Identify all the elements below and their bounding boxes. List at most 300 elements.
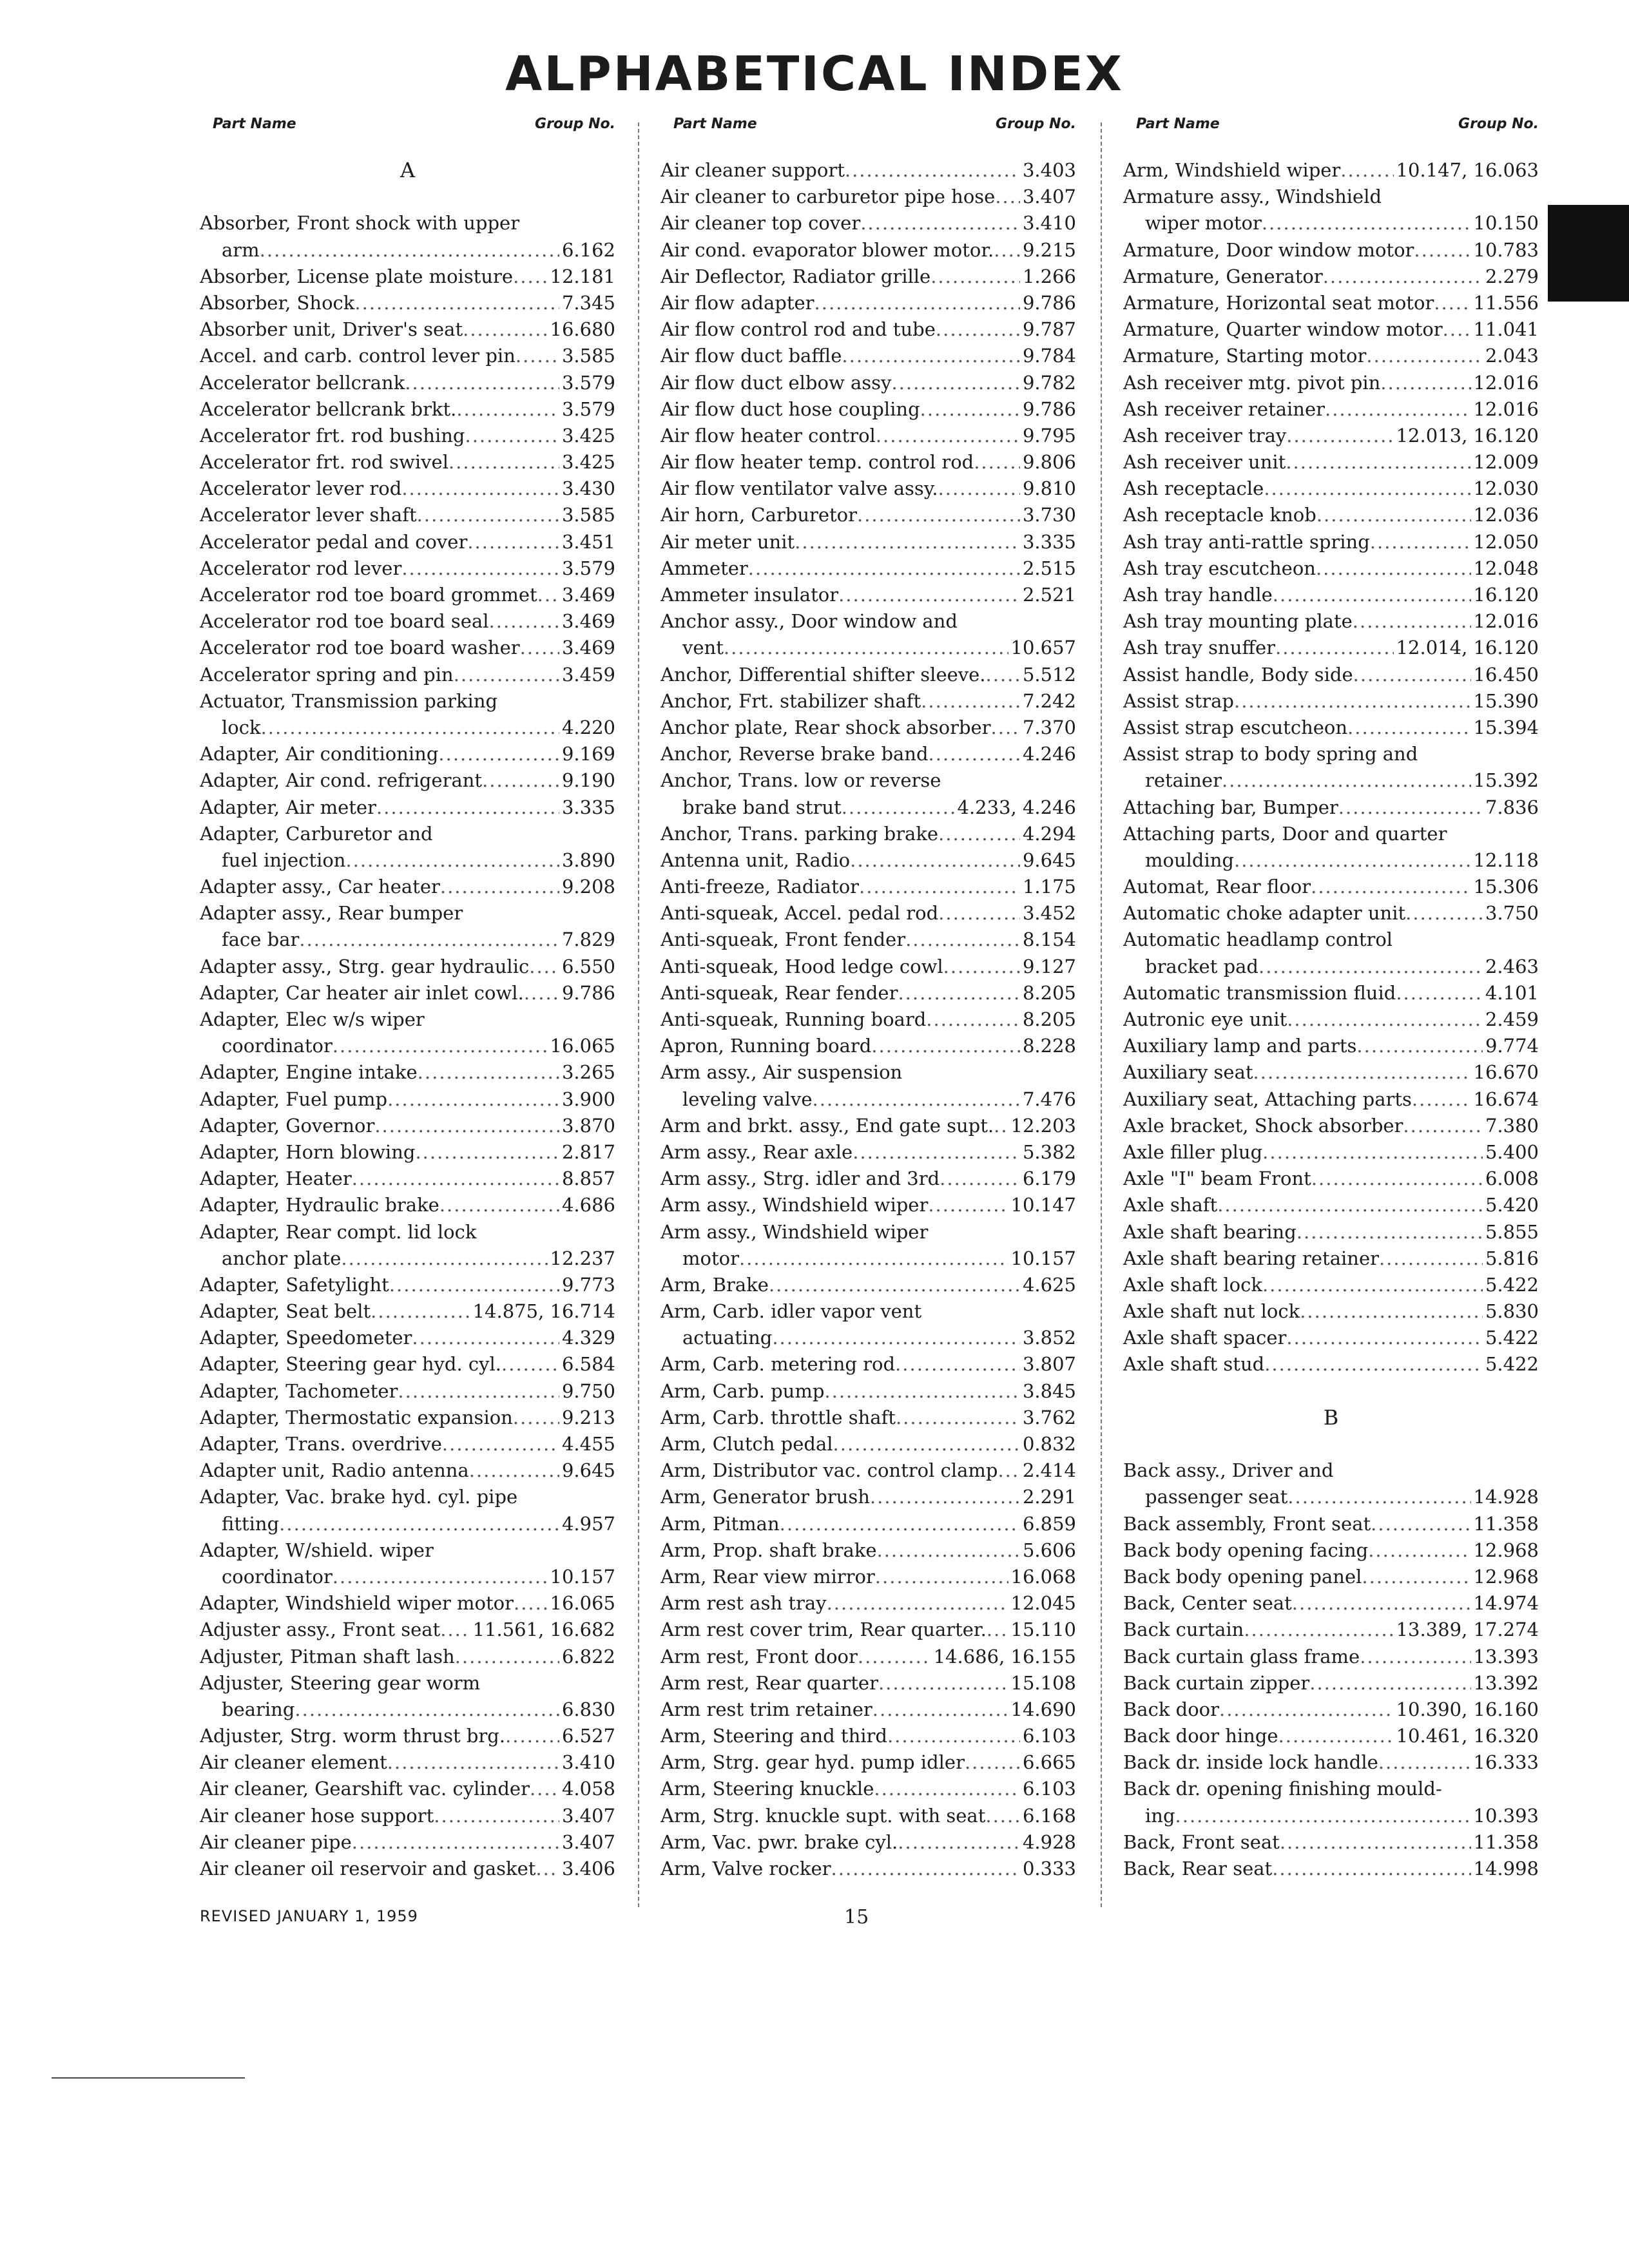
index-entry-line: Arm, Carb. idler vapor vent bbox=[660, 1300, 922, 1323]
group-number: 4.233, 4.246 bbox=[957, 796, 1076, 818]
group-number: 3.585 bbox=[561, 504, 615, 526]
group-number: 5.400 bbox=[1485, 1140, 1539, 1163]
part-name: Ash tray anti-rattle spring bbox=[1123, 530, 1370, 553]
part-name: Automatic choke adapter unit bbox=[1123, 902, 1406, 925]
dot-leader bbox=[439, 1192, 559, 1218]
index-entry bbox=[200, 847, 615, 874]
dot-leader bbox=[998, 1457, 1020, 1484]
index-entry bbox=[660, 1829, 1076, 1856]
group-number: 12.968 bbox=[1473, 1565, 1539, 1588]
dot-leader bbox=[1262, 1272, 1483, 1298]
part-name: Adapter, Steering gear hyd. cyl. bbox=[200, 1353, 502, 1376]
index-entry bbox=[200, 237, 615, 264]
dot-leader bbox=[878, 1670, 1008, 1696]
index-entry bbox=[200, 1059, 615, 1086]
group-number: 5.830 bbox=[1485, 1300, 1539, 1323]
group-number: 5.512 bbox=[1022, 663, 1076, 686]
index-entry bbox=[660, 449, 1076, 476]
part-name: Apron, Running board bbox=[660, 1035, 872, 1057]
index-entry-line: Arm assy., Air suspension bbox=[660, 1061, 903, 1084]
dot-leader bbox=[1222, 767, 1471, 794]
part-name: Ash tray mounting plate bbox=[1123, 610, 1353, 633]
dot-leader bbox=[374, 1113, 559, 1139]
index-entry bbox=[1123, 1139, 1539, 1166]
part-name: Back, Front seat bbox=[1123, 1831, 1280, 1853]
group-number: 12.014, 16.120 bbox=[1396, 637, 1539, 659]
group-number: 11.556 bbox=[1473, 291, 1539, 314]
group-number: 3.845 bbox=[1022, 1379, 1076, 1402]
index-entry bbox=[200, 476, 615, 502]
index-entry-line: Adapter, W/shield. wiper bbox=[200, 1539, 434, 1561]
index-entry bbox=[1123, 1723, 1539, 1749]
group-number: 13.393 bbox=[1473, 1645, 1539, 1667]
group-number: 10.461, 16.320 bbox=[1396, 1725, 1539, 1747]
group-number: 4.625 bbox=[1022, 1273, 1076, 1296]
group-number: 4.058 bbox=[561, 1778, 615, 1800]
group-number: 9.784 bbox=[1022, 345, 1076, 367]
part-name: Air flow ventilator valve assy. bbox=[660, 477, 938, 500]
part-name: Ash receptacle knob bbox=[1123, 504, 1316, 526]
dot-leader bbox=[824, 1378, 1020, 1405]
dot-leader bbox=[524, 980, 559, 1006]
dot-leader bbox=[333, 1564, 548, 1590]
index-entry bbox=[1123, 1166, 1539, 1192]
index-entry bbox=[200, 980, 615, 1006]
part-name: Arm, Generator brush bbox=[660, 1486, 870, 1508]
part-name: vent bbox=[682, 637, 724, 659]
group-number: 3.585 bbox=[561, 345, 615, 367]
group-number: 12.045 bbox=[1010, 1592, 1076, 1615]
index-entry bbox=[1123, 1059, 1539, 1086]
dot-leader bbox=[857, 502, 1020, 528]
dot-leader bbox=[1340, 157, 1393, 184]
index-entry bbox=[660, 1006, 1076, 1033]
group-number: 14.875, 16.714 bbox=[472, 1300, 615, 1323]
index-entry bbox=[200, 1139, 615, 1166]
index-entry bbox=[660, 1166, 1076, 1192]
group-number: 2.521 bbox=[1022, 584, 1076, 606]
part-name: Axle shaft bearing bbox=[1123, 1220, 1296, 1243]
index-entry bbox=[660, 529, 1076, 555]
dot-leader bbox=[1262, 1139, 1483, 1166]
index-entry bbox=[660, 582, 1076, 608]
spacer bbox=[200, 184, 615, 210]
part-name: Adapter assy., Strg. gear hydraulic bbox=[200, 955, 530, 977]
group-number: 9.127 bbox=[1022, 955, 1076, 977]
part-name: Armature, Starting motor bbox=[1123, 345, 1367, 367]
part-name: Anti-squeak, Rear fender bbox=[660, 981, 898, 1004]
dot-leader bbox=[1370, 529, 1471, 555]
dot-leader bbox=[896, 1405, 1020, 1431]
index-entry bbox=[1123, 980, 1539, 1006]
index-entry bbox=[1123, 370, 1539, 396]
part-name: Arm rest cover trim, Rear quarter. bbox=[660, 1619, 987, 1641]
part-name: Ammeter insulator bbox=[660, 584, 839, 606]
part-name: Anti-squeak, Front fender bbox=[660, 928, 906, 951]
dot-leader bbox=[1280, 1829, 1471, 1856]
index-entry bbox=[1123, 210, 1539, 236]
index-entry bbox=[1123, 767, 1539, 794]
index-entry bbox=[1123, 316, 1539, 343]
group-number: 13.389, 17.274 bbox=[1396, 1619, 1539, 1641]
group-number: 0.832 bbox=[1022, 1433, 1076, 1455]
dot-leader bbox=[780, 1511, 1020, 1537]
dot-leader bbox=[1296, 1219, 1483, 1245]
index-entry bbox=[660, 1749, 1076, 1776]
index-entry-line: Absorber, Front shock with upper bbox=[200, 212, 520, 235]
dot-leader bbox=[938, 821, 1020, 847]
dot-leader bbox=[489, 608, 559, 635]
spacer bbox=[1123, 1378, 1539, 1405]
entry-list bbox=[1123, 157, 1539, 1882]
index-entry bbox=[200, 1113, 615, 1139]
dot-leader bbox=[537, 582, 559, 608]
dot-leader bbox=[1287, 1006, 1483, 1033]
index-entry bbox=[660, 900, 1076, 927]
part-name: Adapter, Air cond. refrigerant bbox=[200, 769, 483, 792]
index-entry bbox=[660, 237, 1076, 264]
part-name: Arm, Vac. pwr. brake cyl. bbox=[660, 1831, 898, 1853]
index-entry bbox=[660, 1405, 1076, 1431]
dot-leader bbox=[401, 476, 559, 502]
dot-leader bbox=[1217, 1192, 1483, 1218]
index-entry bbox=[660, 1484, 1076, 1510]
part-name: passenger seat bbox=[1145, 1486, 1288, 1508]
part-name: Air Deflector, Radiator grille bbox=[660, 265, 931, 287]
index-entry-line: Adjuster, Steering gear worm bbox=[200, 1671, 481, 1694]
group-number: 7.476 bbox=[1022, 1088, 1076, 1110]
dot-leader bbox=[724, 635, 1008, 661]
group-number: 16.674 bbox=[1473, 1088, 1539, 1110]
group-number: 10.393 bbox=[1473, 1804, 1539, 1827]
index-entry bbox=[660, 1856, 1076, 1882]
dot-leader bbox=[469, 1457, 559, 1484]
group-number: 12.016 bbox=[1473, 371, 1539, 394]
index-entry bbox=[200, 502, 615, 528]
index-entry bbox=[1123, 1856, 1539, 1882]
dot-leader bbox=[769, 1272, 1020, 1298]
group-number: 9.795 bbox=[1022, 424, 1076, 447]
group-number: 6.103 bbox=[1022, 1778, 1076, 1800]
group-number: 15.394 bbox=[1473, 716, 1539, 738]
group-number: 2.291 bbox=[1022, 1486, 1076, 1508]
part-name: Air cleaner element bbox=[200, 1751, 387, 1774]
group-number: 16.068 bbox=[1010, 1565, 1076, 1588]
index-entry bbox=[660, 1776, 1076, 1802]
part-name: Arm rest, Rear quarter bbox=[660, 1671, 878, 1694]
part-name: Back door bbox=[1123, 1698, 1219, 1720]
dot-leader bbox=[352, 1829, 559, 1856]
part-name: Arm, Carb. pump bbox=[660, 1379, 825, 1402]
group-number: 12.030 bbox=[1473, 477, 1539, 500]
index-entry bbox=[660, 954, 1076, 980]
part-name: Accelerator rod lever bbox=[200, 557, 402, 579]
group-number: 3.870 bbox=[561, 1114, 615, 1137]
group-number: 3.730 bbox=[1022, 504, 1076, 526]
dot-leader bbox=[831, 1856, 1020, 1882]
part-name: Arm, Distributor vac. control clamp bbox=[660, 1459, 998, 1482]
dot-leader bbox=[1275, 635, 1394, 661]
index-column-1 bbox=[200, 116, 615, 1920]
index-entry bbox=[660, 874, 1076, 900]
group-number: 6.584 bbox=[561, 1353, 615, 1376]
index-entry bbox=[660, 821, 1076, 847]
index-entry bbox=[200, 874, 615, 900]
index-entry bbox=[200, 423, 615, 449]
dot-leader bbox=[895, 1351, 1020, 1378]
index-entry bbox=[1123, 635, 1539, 661]
index-entry bbox=[1123, 1749, 1539, 1776]
dot-leader bbox=[1412, 1086, 1471, 1113]
dot-leader bbox=[405, 370, 559, 396]
part-name: Adjuster, Strg. worm thrust brg. bbox=[200, 1725, 506, 1747]
index-entry bbox=[200, 741, 615, 767]
dot-leader bbox=[1258, 954, 1483, 980]
part-name: Adapter, Windshield wiper motor bbox=[200, 1592, 514, 1615]
revision-date: REVISED JANUARY 1, 1959 bbox=[200, 1907, 418, 1925]
index-entry bbox=[1123, 608, 1539, 635]
index-entry bbox=[1123, 529, 1539, 555]
index-entry bbox=[1123, 1272, 1539, 1298]
index-entry bbox=[1123, 423, 1539, 449]
part-name: Air flow duct baffle bbox=[660, 345, 842, 367]
index-entry-line: Back assy., Driver and bbox=[1123, 1459, 1334, 1482]
index-entry bbox=[200, 343, 615, 369]
index-entry bbox=[1123, 290, 1539, 316]
dot-leader bbox=[1353, 662, 1471, 688]
group-number: 9.810 bbox=[1022, 477, 1076, 500]
group-number: 3.265 bbox=[561, 1061, 615, 1084]
part-name: Accelerator spring and pin bbox=[200, 663, 454, 686]
index-entry bbox=[1123, 794, 1539, 821]
group-number: 5.420 bbox=[1485, 1194, 1539, 1216]
index-entry bbox=[660, 476, 1076, 502]
index-entry bbox=[1123, 1803, 1539, 1829]
part-name: Air cleaner to carburetor pipe hose bbox=[660, 186, 996, 208]
part-name: leveling valve bbox=[682, 1088, 813, 1110]
index-entry bbox=[660, 370, 1076, 396]
group-number: 11.041 bbox=[1473, 318, 1539, 341]
part-name: Assist handle, Body side bbox=[1123, 663, 1353, 686]
index-entry bbox=[200, 582, 615, 608]
index-entry bbox=[660, 1192, 1076, 1218]
part-name: Adapter, Air meter bbox=[200, 796, 376, 818]
group-number: 15.390 bbox=[1473, 689, 1539, 712]
dot-leader bbox=[1244, 1617, 1393, 1643]
index-entry bbox=[660, 1617, 1076, 1643]
group-number: 13.392 bbox=[1473, 1671, 1539, 1694]
group-number: 15.392 bbox=[1473, 769, 1539, 792]
group-number: 1.266 bbox=[1022, 265, 1076, 287]
index-entry bbox=[200, 1617, 615, 1643]
group-number: 3.406 bbox=[561, 1858, 615, 1879]
part-name: arm bbox=[222, 238, 260, 261]
index-entry bbox=[1123, 1644, 1539, 1670]
dot-leader bbox=[1273, 582, 1471, 608]
group-number: 14.690 bbox=[1010, 1698, 1076, 1720]
part-name: Arm, Windshield wiper bbox=[1123, 159, 1341, 181]
dot-leader bbox=[898, 980, 1020, 1006]
index-entry-line: Adapter, Rear compt. lid lock bbox=[200, 1220, 477, 1243]
group-number: 7.829 bbox=[561, 928, 615, 951]
index-entry bbox=[660, 184, 1076, 210]
dot-leader bbox=[371, 1298, 470, 1325]
group-number: 8.857 bbox=[561, 1168, 615, 1190]
dot-leader bbox=[1316, 502, 1471, 528]
part-name: Armature, Quarter window motor bbox=[1123, 318, 1443, 341]
index-entry bbox=[660, 1033, 1076, 1059]
part-name: Adapter, Air conditioning bbox=[200, 743, 439, 765]
part-name: Adapter, Safetylight bbox=[200, 1273, 389, 1296]
index-entry bbox=[660, 1457, 1076, 1484]
part-name: Arm, Clutch pedal bbox=[660, 1433, 833, 1455]
group-number: 2.817 bbox=[561, 1140, 615, 1163]
group-number: 7.380 bbox=[1485, 1114, 1539, 1137]
index-entry bbox=[1123, 343, 1539, 369]
group-number: 6.550 bbox=[561, 955, 615, 977]
part-name: Arm, Carb. throttle shaft bbox=[660, 1406, 896, 1428]
dot-leader bbox=[930, 264, 1020, 290]
part-name: Assist strap escutcheon bbox=[1123, 716, 1348, 738]
group-number: 6.162 bbox=[561, 238, 615, 261]
index-entry bbox=[660, 264, 1076, 290]
index-entry bbox=[660, 1803, 1076, 1829]
part-name: Back body opening facing bbox=[1123, 1539, 1369, 1561]
section-letter: A bbox=[400, 158, 416, 182]
dot-leader bbox=[520, 635, 559, 661]
dot-leader bbox=[294, 1696, 559, 1723]
index-entry bbox=[1123, 396, 1539, 423]
group-number: 3.425 bbox=[561, 424, 615, 447]
dot-leader bbox=[872, 1696, 1008, 1723]
index-entry bbox=[660, 423, 1076, 449]
dot-leader bbox=[299, 927, 559, 953]
index-entry bbox=[1123, 1245, 1539, 1272]
group-number: 3.407 bbox=[561, 1831, 615, 1853]
dot-leader bbox=[398, 1378, 559, 1405]
dot-leader bbox=[926, 1006, 1020, 1033]
index-entry bbox=[660, 316, 1076, 343]
part-name: Anti-squeak, Running board bbox=[660, 1008, 927, 1030]
index-entry bbox=[200, 1564, 615, 1590]
dot-leader bbox=[905, 927, 1020, 953]
column-divider bbox=[1101, 122, 1102, 1907]
dot-leader bbox=[1234, 688, 1471, 715]
part-name: moulding bbox=[1145, 849, 1234, 871]
part-name: Air meter unit bbox=[660, 530, 795, 553]
index-entry bbox=[200, 1511, 615, 1537]
index-entry bbox=[1123, 1670, 1539, 1696]
dot-leader bbox=[842, 343, 1020, 369]
group-no-header: Group No. bbox=[996, 116, 1076, 132]
part-name: Automat, Rear floor bbox=[1123, 876, 1311, 898]
part-name: Auxiliary seat, Attaching parts bbox=[1123, 1088, 1412, 1110]
index-entry bbox=[200, 1298, 615, 1325]
dot-leader bbox=[1405, 900, 1483, 927]
group-number: 16.670 bbox=[1473, 1061, 1539, 1084]
dot-leader bbox=[530, 1776, 559, 1802]
dot-leader bbox=[987, 1617, 1008, 1643]
dot-leader bbox=[898, 1829, 1020, 1856]
dot-leader bbox=[853, 1139, 1020, 1166]
index-entry-line: Adapter, Carburetor and bbox=[200, 822, 433, 845]
dot-leader bbox=[1356, 1033, 1483, 1059]
part-name: Ash receiver mtg. pivot pin bbox=[1123, 371, 1381, 394]
dot-leader bbox=[940, 1166, 1020, 1192]
group-number: 3.403 bbox=[1022, 159, 1076, 181]
part-name: Arm, Steering knuckle bbox=[660, 1778, 874, 1800]
part-name: Arm rest ash tray bbox=[660, 1592, 827, 1615]
dot-leader bbox=[795, 529, 1020, 555]
dot-leader bbox=[1443, 316, 1471, 343]
part-name: Automatic transmission fluid bbox=[1123, 981, 1396, 1004]
index-entry bbox=[660, 1670, 1076, 1696]
dot-leader bbox=[345, 847, 559, 874]
index-entry bbox=[200, 794, 615, 821]
dot-leader bbox=[440, 874, 559, 900]
dot-leader bbox=[1353, 608, 1471, 635]
index-entry bbox=[1123, 502, 1539, 528]
part-name: Air flow adapter bbox=[660, 291, 815, 314]
dot-leader bbox=[505, 1723, 559, 1749]
index-entry-line: Actuator, Transmission parking bbox=[200, 689, 498, 712]
group-number: 9.787 bbox=[1022, 318, 1076, 341]
part-name: Air horn, Carburetor bbox=[660, 504, 857, 526]
part-name: Accelerator frt. rod bushing bbox=[200, 424, 465, 447]
dot-leader bbox=[1323, 264, 1483, 290]
part-name: bracket pad bbox=[1145, 955, 1258, 977]
scan-artifact bbox=[52, 2077, 245, 2079]
index-entry bbox=[660, 1086, 1076, 1113]
dot-leader bbox=[739, 1245, 1008, 1272]
group-number: 2.414 bbox=[1022, 1459, 1076, 1482]
group-number: 9.786 bbox=[561, 981, 615, 1004]
group-number: 16.450 bbox=[1473, 663, 1539, 686]
group-number: 3.430 bbox=[561, 477, 615, 500]
index-entry bbox=[200, 1325, 615, 1351]
index-entry bbox=[660, 847, 1076, 874]
dot-leader bbox=[1264, 476, 1470, 502]
index-entry bbox=[200, 529, 615, 555]
group-number: 3.762 bbox=[1022, 1406, 1076, 1428]
dot-leader bbox=[354, 290, 559, 316]
group-number: 7.836 bbox=[1485, 796, 1539, 818]
part-name: lock bbox=[222, 716, 261, 738]
dot-leader bbox=[887, 1723, 1020, 1749]
part-name: Adapter, Speedometer bbox=[200, 1327, 412, 1349]
index-entry bbox=[1123, 1829, 1539, 1856]
dot-leader bbox=[815, 290, 1020, 316]
part-name: Arm, Pitman bbox=[660, 1512, 780, 1535]
dot-leader bbox=[440, 1617, 470, 1643]
column-header bbox=[200, 116, 615, 138]
dot-leader bbox=[938, 476, 1020, 502]
group-number: 9.215 bbox=[1022, 238, 1076, 261]
group-number: 3.410 bbox=[561, 1751, 615, 1774]
dot-leader bbox=[1434, 290, 1470, 316]
index-entry bbox=[1123, 874, 1539, 900]
group-number: 12.181 bbox=[550, 265, 615, 287]
group-number: 4.686 bbox=[561, 1194, 615, 1216]
index-entry bbox=[1123, 1696, 1539, 1723]
part-name: Antenna unit, Radio bbox=[660, 849, 851, 871]
index-entry bbox=[660, 662, 1076, 688]
dot-leader bbox=[1264, 1351, 1483, 1378]
group-number: 3.579 bbox=[561, 398, 615, 420]
part-name: Back curtain zipper bbox=[1123, 1671, 1310, 1694]
group-number: 12.016 bbox=[1473, 610, 1539, 633]
index-entry-line: Armature assy., Windshield bbox=[1123, 186, 1382, 208]
